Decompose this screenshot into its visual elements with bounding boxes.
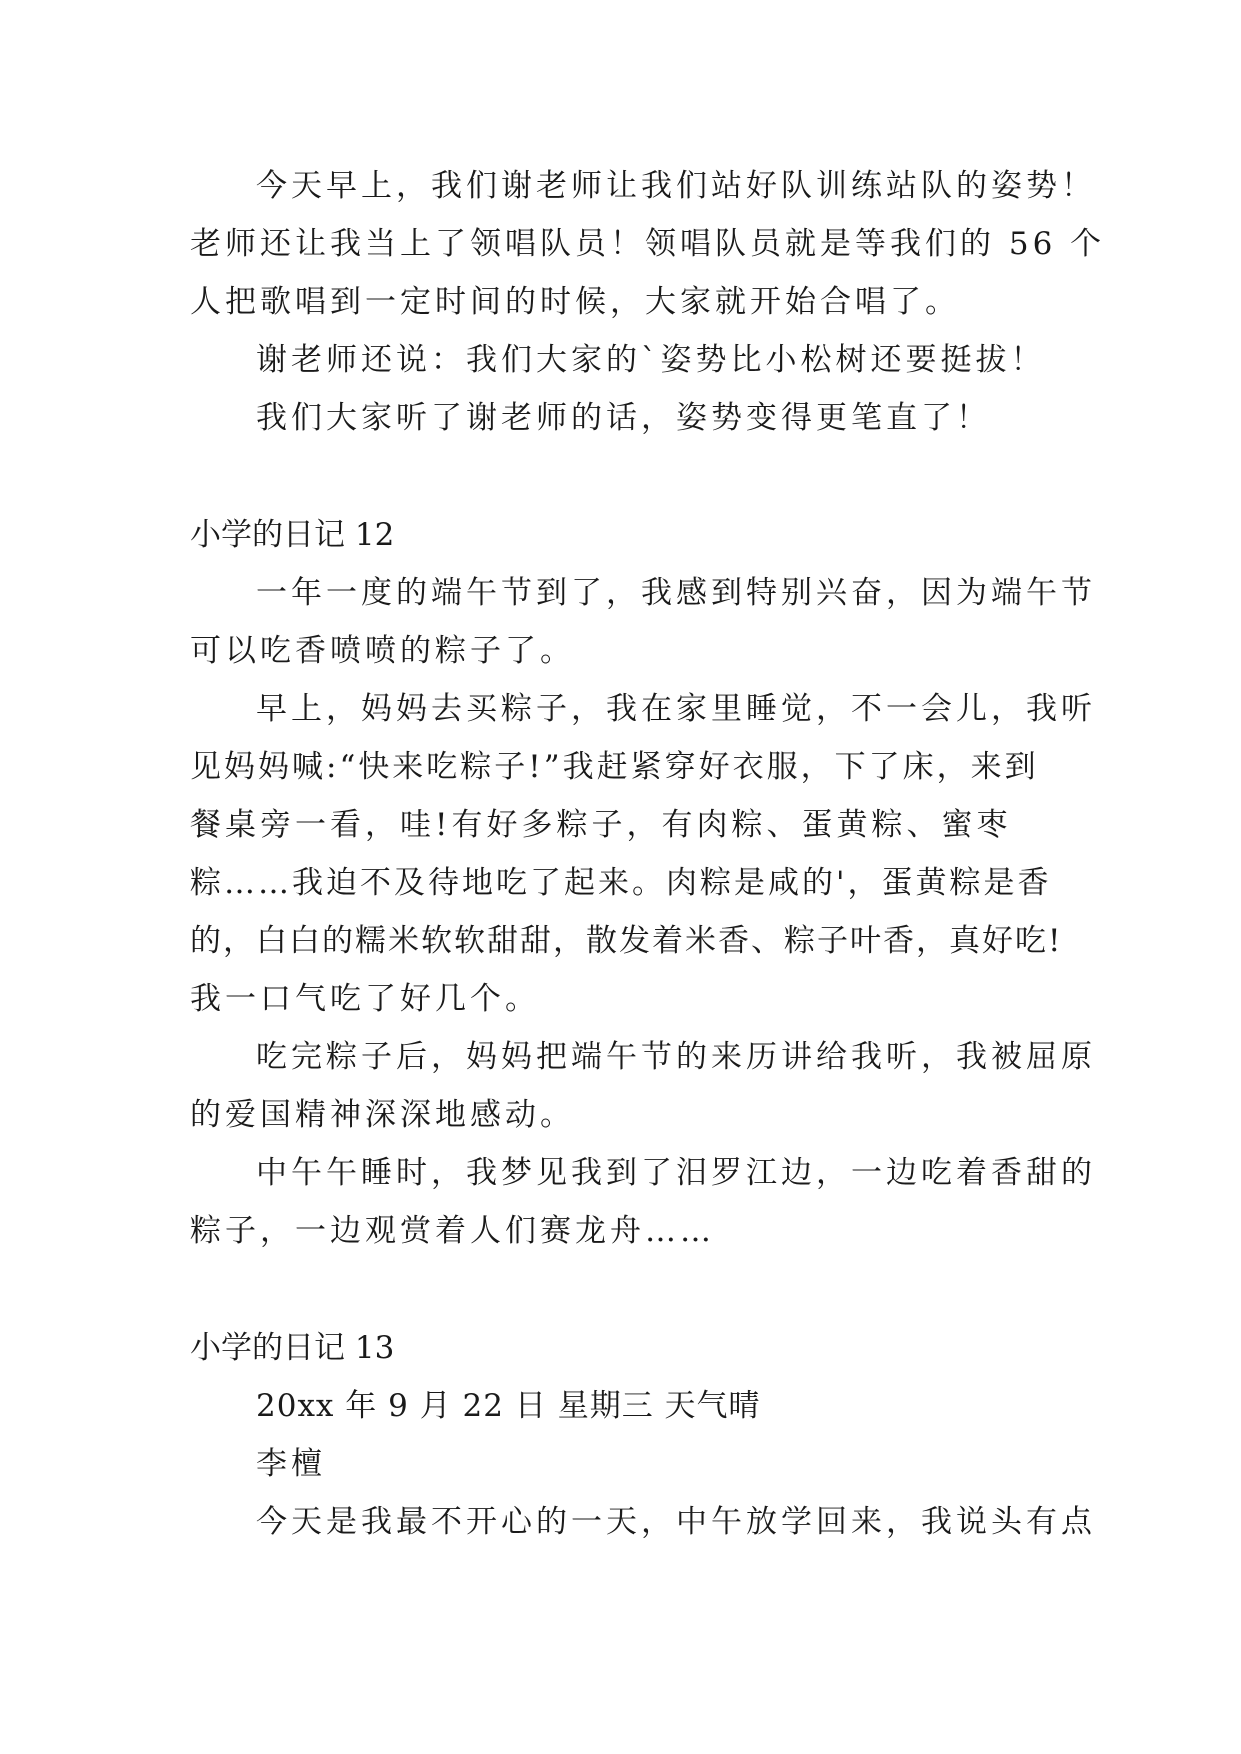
paragraph-line: 老师还让我当上了领唱队员！领唱队员就是等我们的 56 个	[190, 226, 1106, 262]
paragraph-line: 粽子，一边观赏着人们赛龙舟……	[190, 1213, 715, 1249]
paragraph-line: 我们大家听了谢老师的话，姿势变得更笔直了！	[256, 400, 991, 436]
diary-heading: 小学的日记 13	[190, 1330, 395, 1366]
paragraph-line: 见妈妈喊:“快来吃粽子!”我赶紧穿好衣服，下了床，来到	[190, 749, 1039, 785]
paragraph-line: 的爱国精神深深地感动。	[190, 1097, 575, 1133]
paragraph-line: 吃完粽子后，妈妈把端午节的来历讲给我听，我被屈原	[256, 1039, 1096, 1075]
paragraph-line: 粽……我迫不及待地吃了起来。肉粽是咸的'，蛋黄粽是香	[190, 865, 1052, 901]
author-name: 李檀	[256, 1446, 326, 1482]
paragraph-line: 的，白白的糯米软软甜甜，散发着米香、粽子叶香，真好吃!	[190, 923, 1063, 959]
paragraph-line: 人把歌唱到一定时间的时候，大家就开始合唱了。	[190, 284, 960, 320]
diary-heading: 小学的日记 12	[190, 517, 395, 553]
paragraph-line: 可以吃香喷喷的粽子了。	[190, 633, 575, 669]
diary-date-line: 20xx 年 9 月 22 日 星期三 天气晴	[256, 1388, 761, 1424]
paragraph-line: 谢老师还说：我们大家的`姿势比小松树还要挺拔！	[256, 342, 1046, 378]
paragraph-line: 早上，妈妈去买粽子，我在家里睡觉，不一会儿，我听	[256, 691, 1096, 727]
paragraph-line: 餐桌旁一看，哇!有好多粽子，有肉粽、蛋黄粽、蜜枣	[190, 807, 1012, 843]
paragraph-line: 今天早上，我们谢老师让我们站好队训练站队的姿势！	[256, 168, 1096, 204]
paragraph-line: 今天是我最不开心的一天，中午放学回来，我说头有点	[256, 1504, 1096, 1540]
paragraph-line: 中午午睡时，我梦见我到了汨罗江边，一边吃着香甜的	[256, 1155, 1096, 1191]
paragraph-line: 我一口气吃了好几个。	[190, 981, 540, 1017]
paragraph-line: 一年一度的端午节到了，我感到特别兴奋，因为端午节	[256, 575, 1096, 611]
